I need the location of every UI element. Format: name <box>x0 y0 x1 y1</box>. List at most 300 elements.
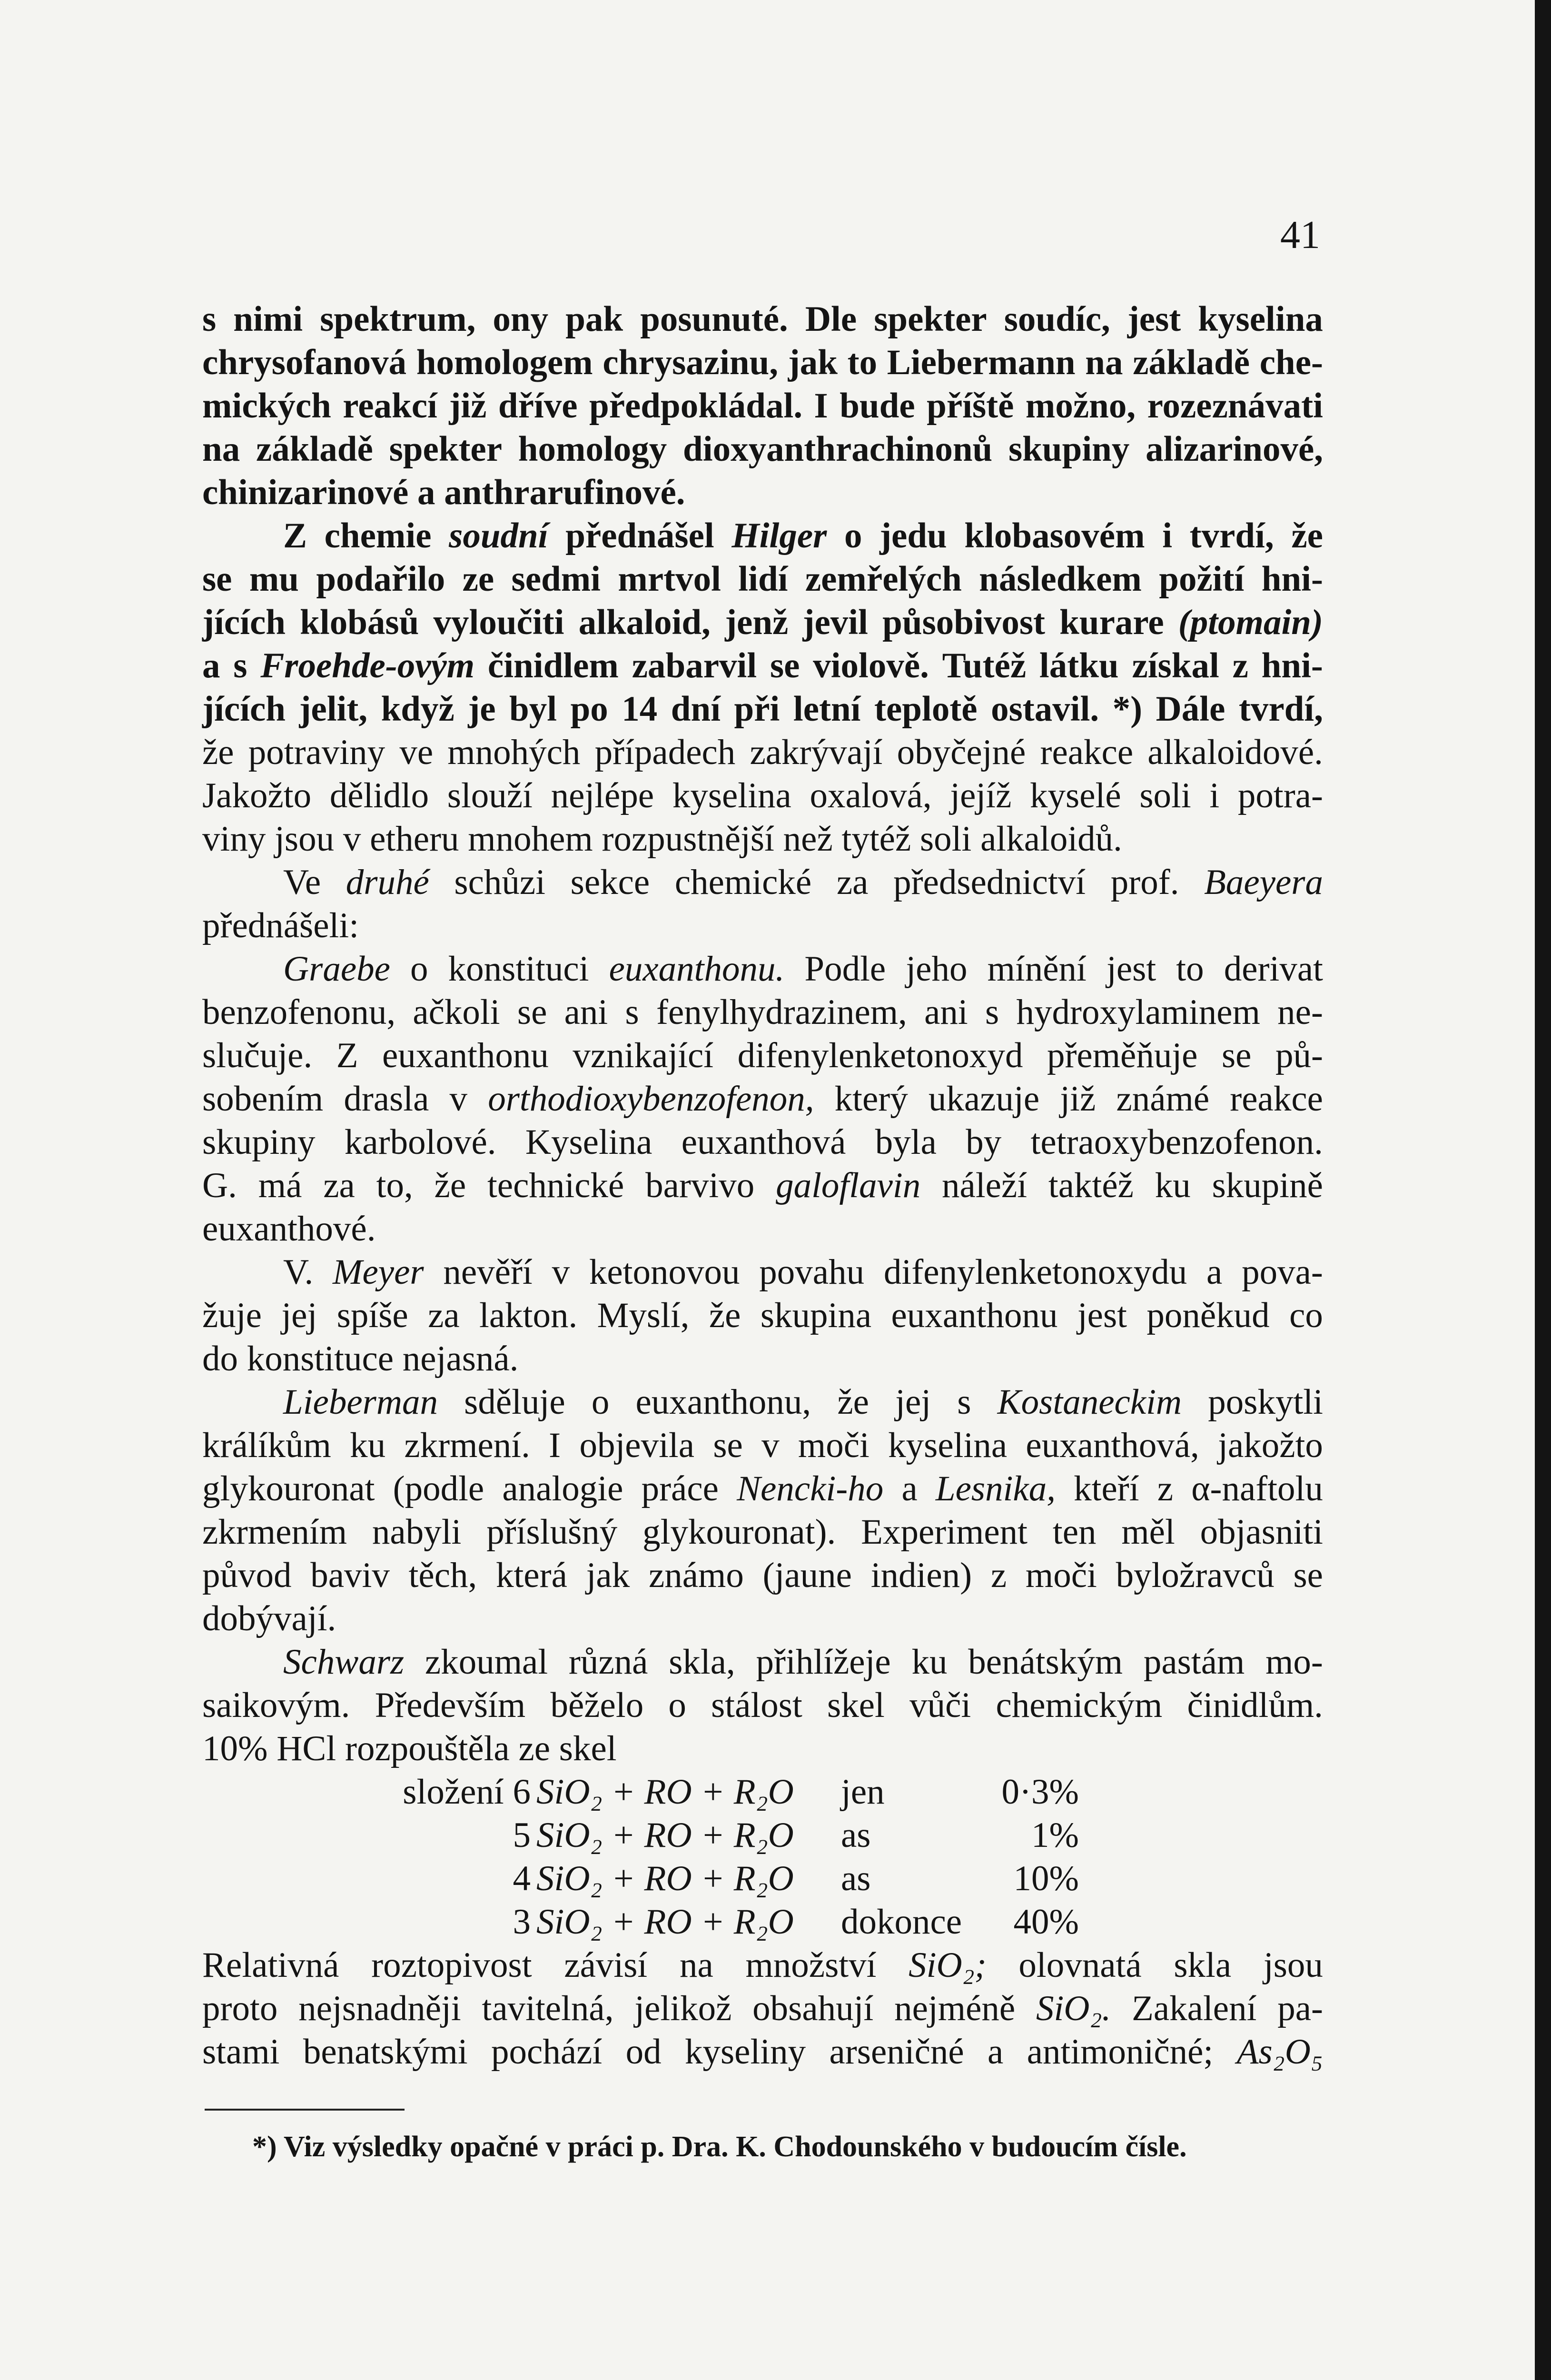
word: zkoumal <box>425 1642 548 1682</box>
word: práce <box>641 1469 719 1508</box>
word: jej <box>281 1296 317 1335</box>
word: působivost <box>882 603 1045 642</box>
word: jenž <box>725 603 789 642</box>
word: ani <box>924 992 968 1032</box>
word: derivat <box>1224 949 1323 989</box>
word: již <box>449 386 487 426</box>
word: přihlížeje <box>756 1642 891 1682</box>
word: indien) <box>870 1556 972 1595</box>
word: alkaloidové. <box>1147 733 1323 772</box>
word: o <box>591 1382 610 1422</box>
word: množství <box>745 1945 877 1985</box>
formula-qualifier: as <box>841 1815 871 1855</box>
word: 10% HCl rozpouštěla ze skel <box>202 1729 617 1768</box>
formula-expression: SiO₂ + RO + R₂O <box>536 1859 794 1898</box>
word: karbolové. <box>344 1122 496 1162</box>
word: jakožto <box>1218 1426 1323 1465</box>
word: lakton. <box>479 1296 578 1335</box>
word: se <box>517 992 547 1032</box>
word: ukazuje <box>928 1079 1040 1119</box>
word: teplotě <box>874 689 978 729</box>
word: pak <box>565 299 623 339</box>
word: glykouronat). <box>642 1512 836 1552</box>
word: posunuté. <box>640 299 788 339</box>
word: ketonovou <box>589 1252 740 1292</box>
text-line <box>202 1554 1323 1597</box>
word: skupina <box>760 1296 872 1335</box>
text-line <box>202 731 1323 774</box>
word: Graebe <box>283 949 390 989</box>
word: i <box>1162 516 1173 555</box>
word: ze <box>462 559 494 599</box>
word: hydroxylaminem <box>1016 992 1260 1032</box>
word: klobásů <box>300 603 419 642</box>
word: saikovým. <box>202 1686 350 1725</box>
word: za <box>836 863 869 902</box>
word: prof. <box>1110 863 1179 902</box>
word: analogie <box>502 1469 623 1508</box>
formula-row <box>202 1900 1323 1944</box>
word: skupiny <box>1008 429 1130 469</box>
word: se <box>1293 1556 1323 1595</box>
text-line <box>202 1597 1323 1640</box>
word: roztopivost <box>371 1945 532 1985</box>
word: vůči <box>909 1686 971 1725</box>
word: euxanthonu. <box>609 949 785 989</box>
word: nejméně <box>894 1989 1016 2028</box>
word: skupiny <box>202 1122 316 1162</box>
word: po <box>570 689 608 729</box>
text-line <box>202 1684 1323 1727</box>
word: jak <box>586 1556 630 1595</box>
word: ne- <box>1277 992 1323 1032</box>
formula-label: 3 <box>513 1902 531 1942</box>
word: chemie <box>324 516 432 555</box>
word: ku <box>350 1426 386 1465</box>
text-line <box>202 904 1323 947</box>
word: (podle <box>393 1469 484 1508</box>
word: závisí <box>564 1945 648 1985</box>
word: když <box>381 689 454 729</box>
text-line <box>202 1034 1323 1077</box>
word: případech <box>594 733 736 772</box>
formula-expression: SiO₂ + RO + R₂O <box>536 1815 794 1855</box>
word: s <box>202 299 217 339</box>
word: skupině <box>1212 1166 1323 1205</box>
word: od <box>625 2032 662 2072</box>
word: ve <box>399 733 434 772</box>
text-line <box>202 687 1323 731</box>
word: potraviny <box>248 733 385 772</box>
word: nabyli <box>372 1512 462 1552</box>
word: kyseliny <box>684 2032 806 2072</box>
word: α-naftolu <box>1191 1469 1323 1508</box>
word: moči <box>798 1426 869 1465</box>
word: jak <box>788 343 838 382</box>
word: příště <box>927 386 1014 426</box>
word: letní <box>793 689 861 729</box>
word: byl <box>509 689 557 729</box>
word: v <box>449 1079 468 1119</box>
word: pa- <box>1277 1989 1323 2028</box>
word: rozeznávati <box>1147 386 1323 426</box>
word: a <box>988 2032 1004 2072</box>
word: sekce <box>570 863 650 902</box>
word: pochází <box>491 2032 603 2072</box>
body-text <box>202 298 1323 2073</box>
word: spíše <box>336 1296 408 1335</box>
word: dříve <box>498 386 578 426</box>
formula-label: 5 <box>513 1815 531 1855</box>
text-line <box>202 298 1323 341</box>
word: potra- <box>1237 776 1323 815</box>
word: dní <box>671 689 721 729</box>
word: hni- <box>1261 646 1323 685</box>
word: jelit, <box>299 689 368 729</box>
word: kyselina <box>888 1426 1008 1465</box>
word: dělidlo <box>329 776 429 815</box>
word: by <box>966 1122 1002 1162</box>
text-line <box>202 1164 1323 1207</box>
word: Hilger <box>731 516 827 555</box>
word: povahu <box>759 1252 865 1292</box>
word: získal <box>1132 646 1219 685</box>
word: do konstituce nejasná. <box>202 1339 519 1378</box>
word: schůzi <box>454 863 546 902</box>
word: základě <box>256 429 373 469</box>
word: stami <box>202 2032 280 2072</box>
word: tvrdí, <box>1238 689 1323 729</box>
formula-percent: 40% <box>1013 1902 1079 1942</box>
text-line <box>202 341 1323 384</box>
word: Dle <box>805 299 857 339</box>
word: lidí <box>738 559 788 599</box>
word: z <box>990 1556 1007 1595</box>
word: nevěří <box>443 1252 533 1292</box>
word: jících <box>202 689 286 729</box>
closing-lines <box>202 1944 1323 2073</box>
word: tetraoxybenzofenon. <box>1030 1122 1323 1162</box>
text-line <box>202 514 1323 557</box>
word: ani <box>564 992 608 1032</box>
word: se <box>1221 1036 1252 1075</box>
footnote-divider <box>205 2109 405 2111</box>
word: skel <box>827 1686 885 1725</box>
word: difenylenketonoxyd <box>737 1036 1023 1075</box>
word: reakce <box>1230 1079 1323 1119</box>
word: přeměňuje <box>1047 1036 1198 1075</box>
word: zkrmení. <box>404 1426 530 1465</box>
text-line <box>202 1424 1323 1467</box>
word: Především <box>375 1686 526 1725</box>
word: má <box>258 1166 302 1205</box>
word: na <box>1085 343 1123 382</box>
paragraph-lines <box>202 298 1323 1770</box>
text-line <box>202 1510 1323 1554</box>
word: G. <box>202 1166 237 1205</box>
word: i <box>1209 776 1220 815</box>
word: v <box>761 1426 780 1465</box>
word: hni- <box>1261 559 1323 599</box>
word: se <box>713 1426 743 1465</box>
word: antimoničné; <box>1027 2032 1214 2072</box>
word: následkem <box>979 559 1142 599</box>
word: As₂O₅ <box>1236 2032 1323 2072</box>
word: Lesnika, <box>935 1469 1056 1508</box>
word: jest <box>1077 1296 1127 1335</box>
word: z <box>1232 646 1248 685</box>
word: sedmi <box>511 559 601 599</box>
formula-percent: 0·3% <box>1001 1772 1079 1812</box>
word: a <box>901 1469 918 1508</box>
formula-row <box>202 1770 1323 1814</box>
word: a <box>202 646 220 685</box>
word: základě <box>1133 343 1250 382</box>
word: tavitelná, <box>482 1989 614 2028</box>
word: obyčejné <box>897 733 1026 772</box>
word: Podle <box>804 949 886 989</box>
word: to <box>1176 949 1204 989</box>
word: SiO₂. <box>1036 1989 1111 2028</box>
word: barvivo <box>645 1166 755 1205</box>
word: se <box>202 559 232 599</box>
word: jeho <box>906 949 968 989</box>
word: V. <box>283 1252 314 1292</box>
word: reakcí <box>343 386 437 426</box>
word: vznikající <box>573 1036 714 1075</box>
word: Experiment <box>861 1512 1028 1552</box>
formula-label: složení 6 <box>403 1772 531 1812</box>
text-line <box>202 1121 1323 1164</box>
glass-composition-table <box>202 1770 1323 1944</box>
word: ony <box>493 299 549 339</box>
word: dobývají. <box>202 1599 336 1638</box>
formula-row <box>202 1814 1323 1857</box>
word: jelikož <box>634 1989 732 2028</box>
text-line <box>202 1640 1323 1684</box>
word: pastám <box>1143 1642 1245 1682</box>
formula-qualifier: jen <box>841 1772 885 1812</box>
word: mínění <box>987 949 1087 989</box>
word: Tutéž <box>942 646 1027 685</box>
word: zabarvil <box>632 646 757 685</box>
word: původ <box>202 1556 292 1595</box>
word: zkrmením <box>202 1512 347 1552</box>
word: žuje <box>202 1296 262 1335</box>
word: jících <box>202 603 286 642</box>
word: jedu <box>879 516 947 555</box>
word: běželo <box>550 1686 644 1725</box>
word: objevila <box>579 1426 695 1465</box>
word: spektrum, <box>320 299 476 339</box>
word: činidlům. <box>1187 1686 1323 1725</box>
word: Baeyera <box>1204 863 1323 902</box>
word: slouží <box>447 776 533 815</box>
word: kyselina <box>672 776 791 815</box>
word: spekter <box>389 429 503 469</box>
word: příslušný <box>486 1512 618 1552</box>
word: orthodioxybenzofenon, <box>488 1079 814 1119</box>
word: *) <box>1112 689 1143 729</box>
word: činidlem <box>487 646 619 685</box>
word: slučuje. <box>202 1036 313 1075</box>
word: soudní <box>449 516 548 555</box>
word: to <box>847 343 878 382</box>
word: mnohých <box>447 733 581 772</box>
word: jej <box>895 1382 931 1422</box>
word: arseničné <box>829 2032 964 2072</box>
word: přednášeli: <box>202 906 359 945</box>
word: konstituci <box>448 949 589 989</box>
word: a <box>1206 1252 1223 1292</box>
text-line <box>202 1380 1323 1424</box>
text-line <box>202 2030 1323 2073</box>
word: obsahují <box>752 1989 874 2028</box>
word: galoflavin <box>776 1166 921 1205</box>
word: chinizarinové a anthrarufinové. <box>202 473 685 512</box>
word: to, <box>376 1166 413 1205</box>
word: fenylhydrazinem, <box>656 992 907 1032</box>
word: Z <box>336 1036 358 1075</box>
word: pova- <box>1242 1252 1323 1292</box>
word: Schwarz <box>283 1642 405 1682</box>
word: technické <box>487 1166 624 1205</box>
word: vyloučiti <box>433 603 564 642</box>
word: králíkům <box>202 1426 331 1465</box>
word: byla <box>875 1122 937 1162</box>
text-line <box>202 427 1323 471</box>
word: ačkoli <box>413 992 500 1032</box>
word: euxanthová <box>681 1122 846 1162</box>
formula-expression: SiO₂ + RO + R₂O <box>536 1772 794 1812</box>
text-line <box>202 601 1323 644</box>
word: baviv <box>310 1556 390 1595</box>
formula-qualifier: as <box>841 1859 871 1898</box>
text-line <box>202 861 1323 904</box>
word: viny jsou v etheru mnohem rozpustnější než tytéž soli alkaloidů. <box>202 819 1122 859</box>
word: Meyer <box>333 1252 424 1292</box>
word: zakrývají <box>750 733 883 772</box>
word: alizarinové, <box>1146 429 1323 469</box>
word: mu <box>249 559 299 599</box>
word: glykouronat <box>202 1469 375 1508</box>
word: tvrdí, <box>1189 516 1274 555</box>
word: nejlépe <box>551 776 654 815</box>
word: Relativná <box>202 1945 339 1985</box>
word: skla <box>1174 1945 1232 1985</box>
word: různá <box>568 1642 648 1682</box>
word: pů- <box>1275 1036 1323 1075</box>
word: proto <box>202 1989 278 2028</box>
word: měl <box>1121 1512 1175 1552</box>
word: s <box>625 992 639 1032</box>
word: poskytli <box>1208 1382 1323 1422</box>
word: kyselina <box>1198 299 1323 339</box>
word: mo- <box>1265 1642 1323 1682</box>
word: nejsnadněji <box>298 1989 461 2028</box>
word: nimi <box>233 299 303 339</box>
text-line <box>202 1727 1323 1770</box>
word: známo <box>648 1556 744 1595</box>
word: spekter <box>874 299 987 339</box>
word: ten <box>1052 1512 1097 1552</box>
word: v <box>552 1252 570 1292</box>
word: benzofenonu, <box>202 992 396 1032</box>
word: jest <box>1127 299 1181 339</box>
formula-qualifier: dokonce <box>841 1902 962 1942</box>
word: difenylenketonoxydu <box>883 1252 1187 1292</box>
word: za <box>428 1296 460 1335</box>
word: Liebermann <box>887 343 1076 382</box>
word: oxalová, <box>810 776 932 815</box>
word: alkaloid, <box>578 603 711 642</box>
word: violově. <box>813 646 929 685</box>
text-line <box>202 991 1323 1034</box>
word: chrysofanová <box>202 343 407 382</box>
formula-percent: 1% <box>1031 1815 1079 1855</box>
word: ku <box>911 1642 948 1682</box>
word: na <box>679 1945 713 1985</box>
word: che- <box>1259 343 1323 382</box>
word: reakce <box>1040 733 1134 772</box>
text-line <box>202 774 1323 817</box>
word: chemickým <box>996 1686 1163 1725</box>
word: který <box>834 1079 908 1119</box>
formula-expression: SiO₂ + RO + R₂O <box>536 1902 794 1942</box>
word: za <box>323 1166 355 1205</box>
word: možno, <box>1025 386 1136 426</box>
word: sděluje <box>464 1382 565 1422</box>
text-line <box>202 1944 1323 1987</box>
word: kteří <box>1074 1469 1139 1508</box>
word: euxanthonu, <box>635 1382 811 1422</box>
word: z <box>1157 1469 1174 1508</box>
word: byložravců <box>1116 1556 1274 1595</box>
word: jest <box>1106 949 1156 989</box>
word: o <box>410 949 428 989</box>
word: o <box>844 516 862 555</box>
word: bude <box>840 386 915 426</box>
text-line <box>202 947 1323 991</box>
text-line <box>202 471 1323 514</box>
word: objasniti <box>1200 1512 1323 1552</box>
word: látku <box>1039 646 1119 685</box>
word: mrtvol <box>618 559 721 599</box>
text-line <box>202 1294 1323 1337</box>
word: Kyselina <box>525 1122 652 1162</box>
text-line <box>202 1987 1323 2030</box>
word: stálost <box>711 1686 802 1725</box>
text-line <box>202 557 1323 601</box>
formula-row <box>202 1857 1323 1900</box>
word: drasla <box>344 1079 429 1119</box>
word: na <box>202 429 240 469</box>
word: Nencki-ho <box>737 1469 884 1508</box>
word: Kostaneckim <box>997 1382 1182 1422</box>
word: klobasovém <box>964 516 1145 555</box>
word: poněkud <box>1146 1296 1270 1335</box>
word: Jakožto <box>202 776 312 815</box>
word: která <box>495 1556 567 1595</box>
word: předpokládal. <box>589 386 803 426</box>
text-line <box>202 1077 1323 1121</box>
text-line <box>202 1250 1323 1294</box>
word: (ptomain) <box>1178 603 1323 642</box>
word: sobením <box>202 1079 324 1119</box>
word: že <box>434 1166 466 1205</box>
word: druhé <box>346 863 429 902</box>
word: kurare <box>1059 603 1164 642</box>
